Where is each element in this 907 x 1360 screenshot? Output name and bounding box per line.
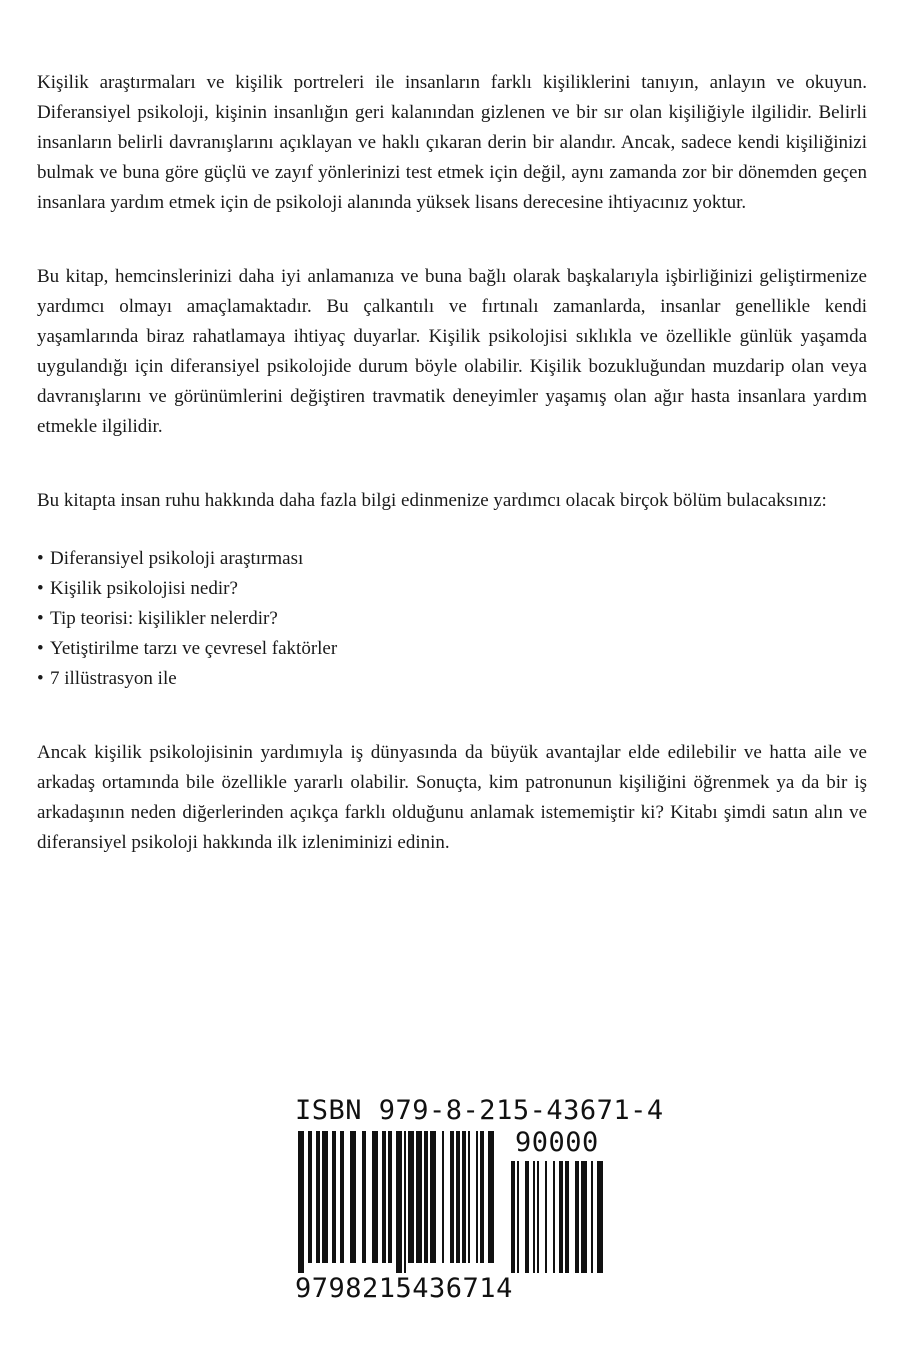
barcode-bar xyxy=(553,1161,555,1273)
barcode-bar xyxy=(350,1131,356,1263)
barcode-bar xyxy=(597,1161,603,1273)
barcode-bar xyxy=(517,1161,519,1273)
barcode-bar xyxy=(372,1131,378,1263)
barcode-bar xyxy=(575,1161,579,1273)
bullet-icon: • xyxy=(37,548,44,569)
chapter-list xyxy=(37,544,867,694)
barcode-bar xyxy=(408,1131,414,1263)
barcode-bar xyxy=(362,1131,366,1263)
barcode-bar xyxy=(322,1131,328,1263)
barcode-bar xyxy=(565,1161,569,1273)
barcode-bar xyxy=(480,1131,484,1263)
paragraph-closing: Ancak kişilik psikolojisinin yardımıyla iş dünyasında da büyük avantajlar elde edilebilir ve hatta aile ve arkadaş ortamında bile özellikle yararlı olabilir. Sonuçta, kim patronunun kişiliğini öğrenmek ya da bir iş arkadaşının neden diğerlerinden açıkça farklı olduğunu anlamak istememiştir ki? Kitabı şimdi satın alın ve diferansiyel psikoloji hakkında ilk izleniminizi edinin. xyxy=(37,742,867,853)
barcode-bar xyxy=(340,1131,344,1263)
barcode-bar xyxy=(308,1131,312,1263)
isbn-barcode xyxy=(295,1095,664,1315)
barcode-bar xyxy=(476,1131,478,1263)
barcode-bar xyxy=(416,1131,422,1263)
back-cover-text xyxy=(37,68,867,858)
barcode-bar xyxy=(462,1131,466,1263)
barcode-bar xyxy=(591,1161,593,1273)
barcode-bar xyxy=(537,1161,539,1273)
barcode-bar xyxy=(332,1131,336,1263)
bullet-icon: • xyxy=(37,578,44,599)
barcode-bar xyxy=(559,1161,563,1273)
isbn-label: ISBN 979-8-215-43671-4 xyxy=(295,1095,664,1126)
barcode-bar xyxy=(511,1161,515,1273)
paragraph-book-purpose: Bu kitap, hemcinslerinizi daha iyi anlamanıza ve buna bağlı olarak başkalarıyla işbirliğinizi geliştirmenize yardımcı olmayı amaçlamaktadır. Bu çalkantılı ve fırtınalı zamanlarda, insanlar genellikle kendi yaşamlarında biraz rahatlamaya ihtiyaç duyarlar. Kişilik psikolojisi sıklıkla ve özellikle günlük yaşamda uygulandığı için diferansiyel psikolojide durum böyle olabilir. Kişilik bozukluğundan muzdarip olan veya davranışlarını ve görünümlerini değiştiren travmatik deneyimler yaşamış olan ağır hasta insanlara yardım etmekle ilgilidir. xyxy=(37,266,867,437)
barcode-bar xyxy=(468,1131,470,1263)
paragraph-chapters-intro: Bu kitapta insan ruhu hakkında daha fazla bilgi edinmenize yardımcı olacak birçok bölüm bulacaksınız: xyxy=(37,490,827,511)
bullet-icon: • xyxy=(37,608,44,629)
barcode-bar xyxy=(396,1131,402,1273)
barcode-bar xyxy=(298,1131,304,1273)
barcode-bar xyxy=(388,1131,392,1263)
barcode-bar xyxy=(404,1131,406,1273)
barcode-bar xyxy=(442,1131,444,1263)
bullet-icon: • xyxy=(37,638,44,659)
list-item: • 7 illüstrasyon ile xyxy=(37,664,867,694)
barcode-bar xyxy=(316,1131,320,1263)
barcode-bar xyxy=(430,1131,436,1263)
bullet-icon: • xyxy=(37,668,44,689)
barcode-bar xyxy=(456,1131,460,1263)
list-item: • Tip teorisi: kişilikler nelerdir? xyxy=(37,604,867,634)
barcode-bar xyxy=(450,1131,454,1263)
list-item: • Kişilik psikolojisi nedir? xyxy=(37,574,867,604)
barcode-bar xyxy=(533,1161,535,1273)
barcode-bar xyxy=(488,1131,494,1263)
barcode-digits: 9798215436714 xyxy=(295,1273,513,1304)
barcode-bar xyxy=(545,1161,547,1273)
list-item: • Diferansiyel psikoloji araştırması xyxy=(37,544,867,574)
paragraph-intro: Kişilik araştırmaları ve kişilik portreleri ile insanların farklı kişiliklerini tanıyın, anlayın ve okuyun. Diferansiyel psikoloji, kişinin insanlığın geri kalanından gizlenen ve bir sır olan kişiliğiyle ilgilidir. Belirli insanların belirli davranışlarını açıklayan ve haklı çıkaran derin bir alandır. Ancak, sadece kendi kişiliğinizi bulmak ve buna göre güçlü ve zayıf yönlerinizi test etmek için değil, aynı zamanda zor bir dönemden geçen insanlara yardım etmek için de psikoloji alanında yüksek lisans derecesine ihtiyacınız yoktur. xyxy=(37,72,867,213)
price-code: 90000 xyxy=(515,1127,599,1158)
barcode-bar xyxy=(424,1131,428,1263)
ean13-barcode-graphic xyxy=(298,1131,503,1273)
barcode-bar xyxy=(581,1161,587,1273)
addon-barcode-graphic xyxy=(511,1161,611,1273)
list-item: • Yetiştirilme tarzı ve çevresel faktörler xyxy=(37,634,867,664)
barcode-bar xyxy=(382,1131,386,1263)
barcode-bar xyxy=(525,1161,529,1273)
